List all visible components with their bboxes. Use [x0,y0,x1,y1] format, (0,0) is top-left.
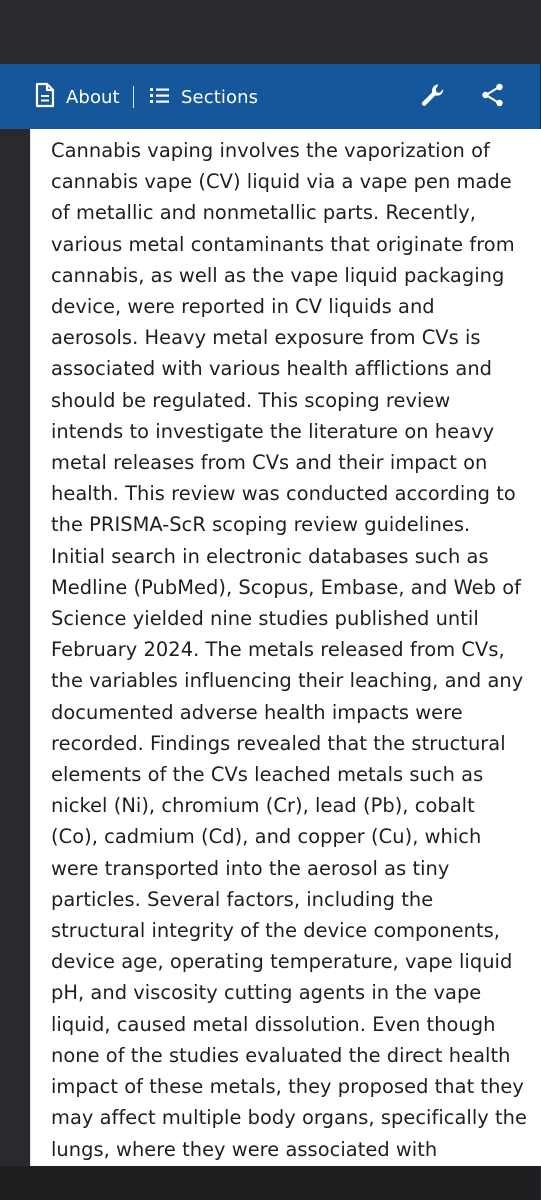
document-icon [34,82,56,112]
tools-button[interactable] [418,83,448,113]
wrench-icon [418,81,448,115]
status-bar [0,0,540,64]
share-button[interactable] [480,84,506,110]
sections-label: Sections [181,86,259,108]
toolbar-divider [133,86,134,108]
about-label: About [66,86,120,108]
share-icon [480,82,506,112]
list-icon [149,85,171,109]
article-content[interactable] [30,129,541,1166]
system-navigation-bar [0,1166,540,1200]
abstract-text: Cannabis vaping involves the vaporization of cannabis vape (CV) liquid via a vape pen made of metallic and nonmetallic parts. Recently, various metal contaminants that originate from cannabis, as well as the vape liquid packaging device, were reported in CV liquids and aerosols. Heavy metal exposure from CVs is associated with various health afflictions and should be regulated. This scoping review intends to investigate the literature on heavy metal releases from CVs and their impact on health. This review was conducted according to the PRISMA-ScR scoping review guidelines. Initial search in electronic databases such as Medline (PubMed), Scopus, Embase, and Web of Science yielded nine studies published until February 2024. The metals released from CVs, the variables influencing their leaching, and any documented adverse health impacts were recorded. Findings revealed that the structural elements of the CVs leached metals such as nickel (Ni), chromium (Cr), lead (Pb), cobalt (Co), cadmium (Cd), and copper (Cu), which were transported into the aerosol as tiny particles. Several factors, including the structural integrity of the device components, device age, operating temperature, vape liquid pH, and viscosity cutting agents in the vape liquid, caused metal dissolution. Even though none of the studies evaluated the direct health impact of these metals, they proposed that they may affect multiple body organs, specifically the lungs, where they were associated with [51,139,528,1161]
sections-button[interactable] [149,77,258,117]
about-button[interactable] [34,77,120,117]
article-toolbar [0,64,540,129]
